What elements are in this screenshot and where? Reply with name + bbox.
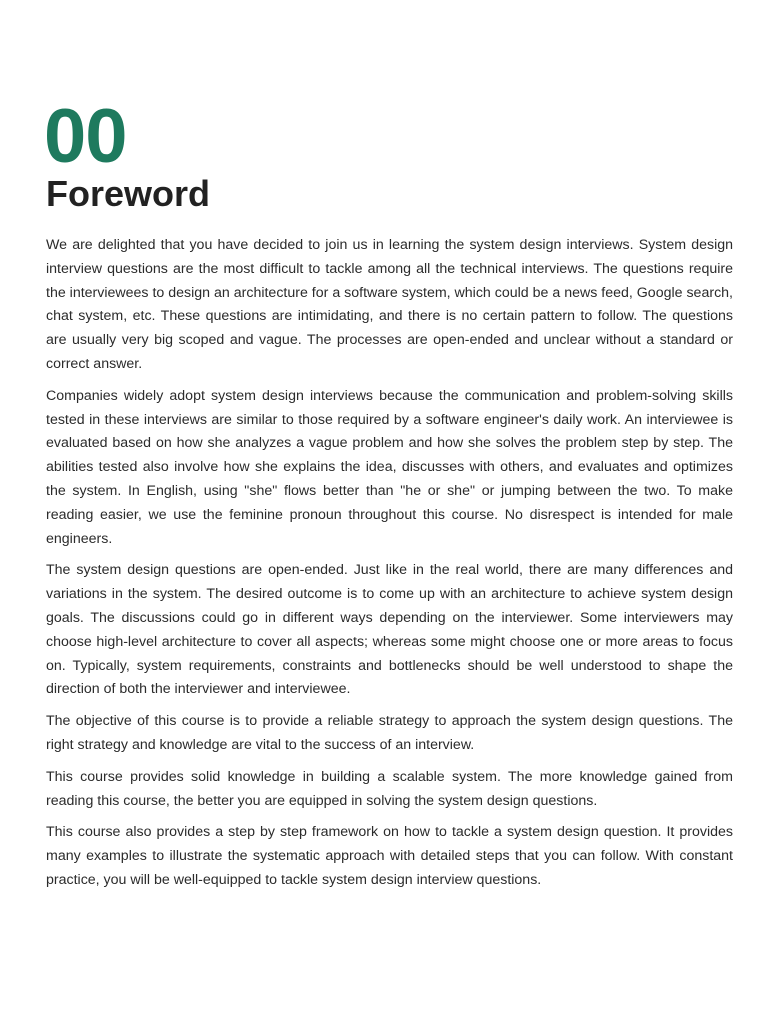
paragraph: We are delighted that you have decided to join us in learning the system design interviews. System design interview questions are the most difficult to tackle among all the technical interviews. The questions require the interviewees to design an architecture for a software system, which could be a news feed, Google search, chat system, etc. These questions are intimidating, and there is no certain pattern to follow. The questions are usually very big scoped and vague. The processes are open-ended and unclear without a standard or correct answer. [46, 237, 733, 372]
paragraph: The system design questions are open-ended. Just like in the real world, there are many differences and variations in the system. The desired outcome is to come up with an architecture to achieve system design goals. The discussions could go in different ways depending on the interviewer. Some interviewers may choose high-level architecture to cover all aspects; whereas some might choose one or more areas to focus on. Typically, system requirements, constraints and bottlenecks should be well understood to shape the direction of both the interviewer and interviewee. [46, 562, 733, 698]
chapter-number: 00 [44, 94, 127, 179]
body-text [46, 234, 733, 901]
paragraph: This course also provides a step by step framework on how to tackle a system design question. It provides many examples to illustrate the systematic approach with detailed steps that you can follow. With constant practice, you will be well-equipped to tackle system design interview questions. [46, 824, 733, 888]
paragraph: Companies widely adopt system design interviews because the communication and problem-solving skills tested in these interviews are similar to those required by a software engineer's daily work. An interviewee is evaluated based on how she analyzes a vague problem and how she solves the problem step by step. The abilities tested also involve how she explains the idea, discusses with others, and evaluates and optimizes the system. In English, using "she" flows better than "he or she" or jumping between the two. To make reading easier, we use the feminine pronoun throughout this course. No disrespect is intended for male engineers. [46, 387, 733, 547]
paragraph: The objective of this course is to provide a reliable strategy to approach the system design questions. The right strategy and knowledge are vital to the success of an interview. [46, 713, 733, 753]
chapter-title: Foreword [46, 173, 211, 214]
paragraph: This course provides solid knowledge in building a scalable system. The more knowledge gained from reading this course, the better you are equipped in solving the system design questions. [46, 768, 733, 809]
